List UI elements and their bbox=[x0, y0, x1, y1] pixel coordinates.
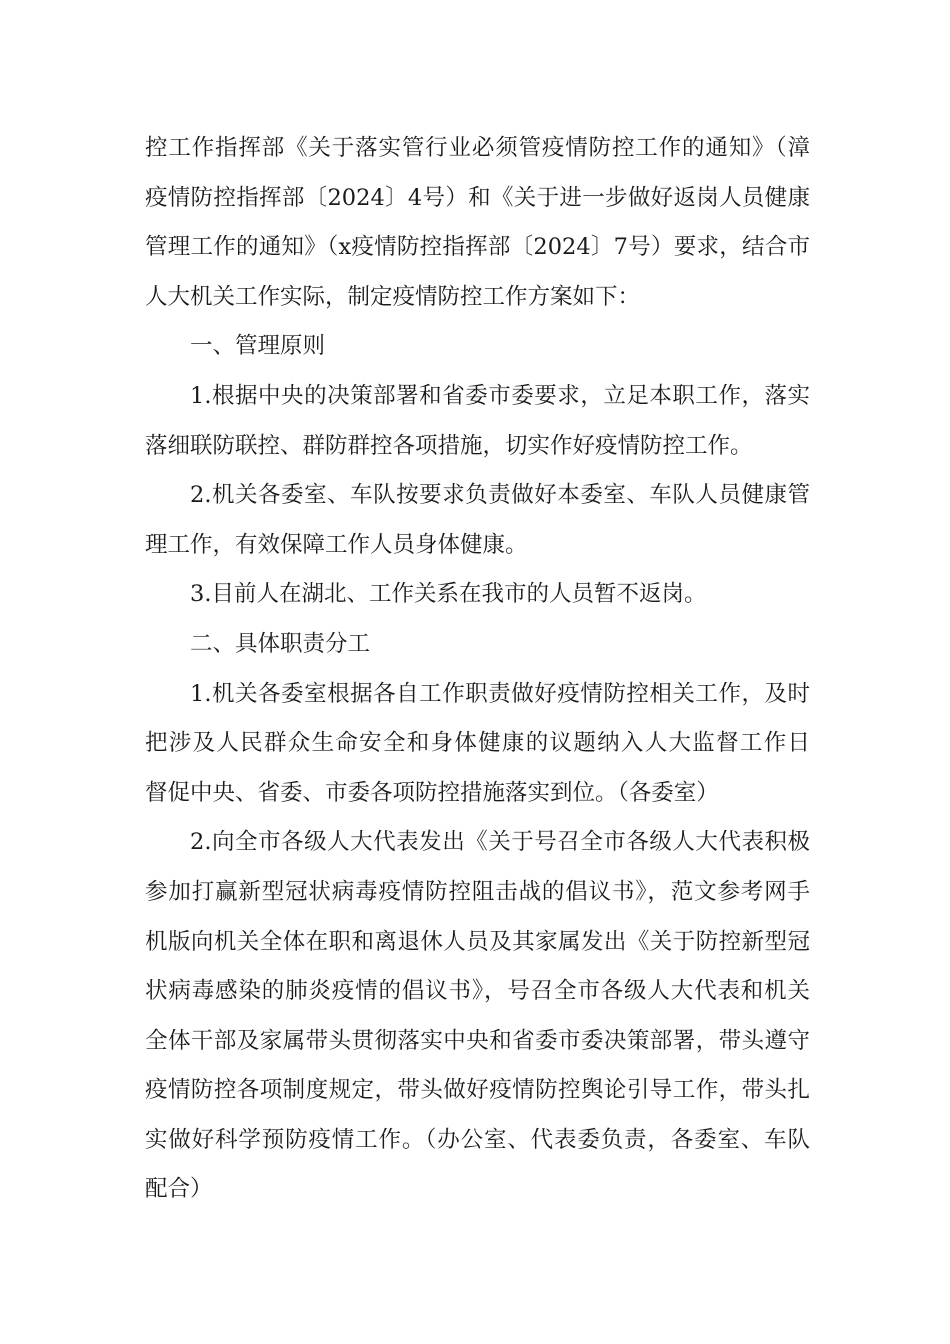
text-line: 管理工作的通知》（x疫情防控指挥部〔2024〕7号）要求，结合市 bbox=[145, 234, 810, 261]
text-line: 2.机关各委室、车队按要求负责做好本委室、车队人员健康管 bbox=[190, 482, 810, 509]
text-line: 状病毒感染的肺炎疫情的倡议书》，号召全市各级人大代表和机关 bbox=[145, 978, 810, 1005]
text-line: 把涉及人民群众生命安全和身体健康的议题纳入人大监督工作日 bbox=[145, 730, 810, 757]
text-line: 人大机关工作实际，制定疫情防控工作方案如下： bbox=[145, 283, 641, 310]
text-line: 疫情防控指挥部〔2024〕4号）和《关于进一步做好返岗人员健康 bbox=[145, 184, 810, 211]
text-line: 实做好科学预防疫情工作。（办公室、代表委负责，各委室、车队 bbox=[145, 1126, 810, 1153]
text-line: 配合） bbox=[145, 1176, 213, 1203]
text-line: 控工作指挥部《关于落实管行业必须管疫情防控工作的通知》（漳 bbox=[145, 135, 810, 161]
text-line: 参加打赢新型冠状病毒疫情防控阻击战的倡议书》，范文参考网手 bbox=[145, 878, 810, 905]
text-line: 全体干部及家属带头贯彻落实中央和省委市委决策部署，带头遵守 bbox=[145, 1027, 810, 1054]
text-line: 1.机关各委室根据各自工作职责做好疫情防控相关工作，及时 bbox=[190, 680, 810, 707]
text-line: 2.向全市各级人大代表发出《关于号召全市各级人大代表积极 bbox=[190, 829, 810, 856]
text-line: 落细联防联控、群防群控各项措施，切实作好疫情防控工作。 bbox=[145, 432, 753, 459]
text-line: 机版向机关全体在职和离退休人员及其家属发出《关于防控新型冠 bbox=[145, 928, 810, 955]
text-line: 督促中央、省委、市委各项防控措施落实到位。（各委室） bbox=[145, 779, 719, 806]
document-body bbox=[145, 124, 810, 1215]
text-line: 疫情防控各项制度规定，带头做好疫情防控舆论引导工作，带头扎 bbox=[145, 1077, 810, 1104]
text-line: 理工作，有效保障工作人员身体健康。 bbox=[145, 531, 528, 558]
text-line: 一、管理原则 bbox=[190, 333, 326, 360]
text-line: 3.目前人在湖北、工作关系在我市的人员暂不返岗。 bbox=[190, 581, 707, 608]
text-line: 1.根据中央的决策部署和省委市委要求，立足本职工作，落实 bbox=[190, 382, 810, 409]
text-line: 二、具体职责分工 bbox=[190, 630, 371, 657]
